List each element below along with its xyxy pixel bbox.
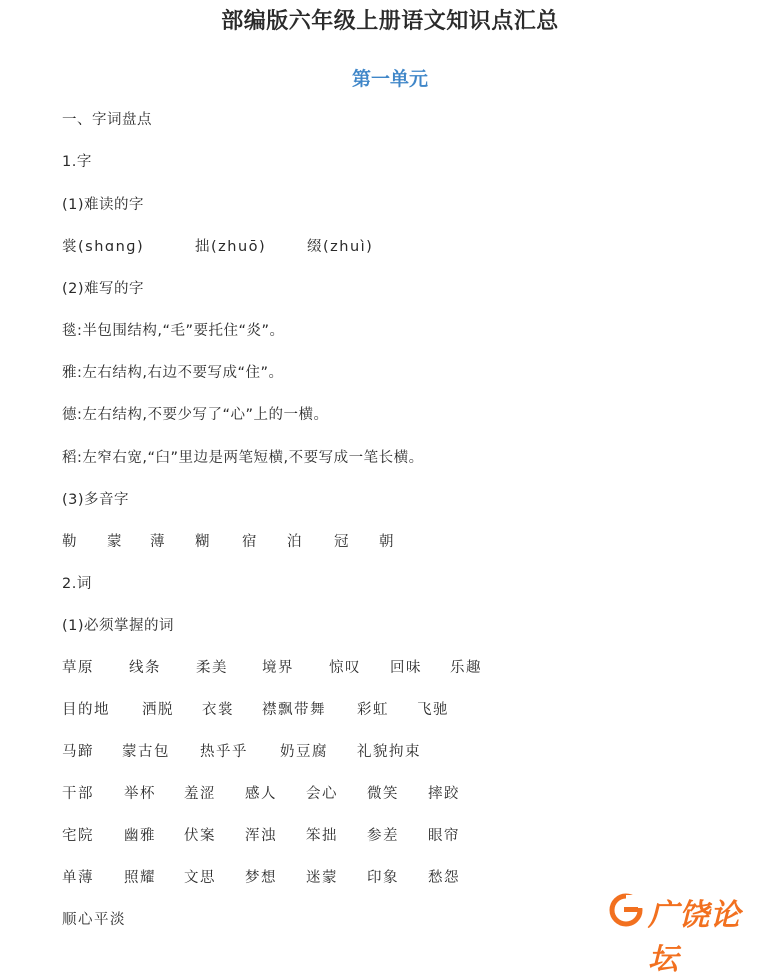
unit-heading: 第一单元 [351,68,428,90]
vocab-word: 迷蒙 [306,870,338,886]
vocab-word: 马蹄 [62,744,94,760]
page-title: 部编版六年级上册语文知识点汇总 [221,9,559,34]
polyphone-char: 朝 [379,534,395,550]
hard-write-item: 稻:左窄右宽,“臼”里边是两笔短横,不要写成一笔长横。 [62,450,424,466]
vocab-word: 线条 [129,660,161,676]
hard-read-item: 拙(zhuō) [195,239,267,255]
vocab-word: 乐趣 [450,660,482,676]
vocab-word: 顺心平淡 [62,912,126,928]
vocab-word: 举杯 [124,786,156,802]
vocab-word: 草原 [62,660,94,676]
hard-write-item: 德:左右结构,不要少写了“心”上的一横。 [62,407,329,423]
vocab-word: 蒙古包 [122,744,170,760]
polyphone-char: 糊 [195,534,211,550]
subsection-characters: 1.字 [62,154,92,170]
hard-read-heading: (1)难读的字 [62,197,145,213]
section-heading: 一、字词盘点 [62,112,152,128]
vocab-word: 伏案 [184,828,216,844]
vocab-word: 礼貌拘束 [357,744,421,760]
vocab-word: 热乎乎 [200,744,248,760]
polyphone-char: 蒙 [107,534,123,550]
polyphone-char: 勒 [62,534,78,550]
vocab-word: 目的地 [62,702,110,718]
hard-write-item: 毯:半包围结构,“毛”要托住“炎”。 [62,323,285,339]
vocab-word: 印象 [367,870,399,886]
hard-read-item: 裳(shɑnɡ) [62,239,145,255]
vocab-word: 愁怨 [428,870,460,886]
vocab-word: 照耀 [124,870,156,886]
vocab-word: 感人 [245,786,277,802]
vocab-word: 彩虹 [357,702,389,718]
polyphone-char: 薄 [150,534,166,550]
vocab-word: 宅院 [62,828,94,844]
vocab-word: 襟飘带舞 [262,702,326,718]
hard-read-item: 缀(zhuì) [307,239,374,255]
must-words-heading: (1)必须掌握的词 [62,618,175,634]
vocab-word: 干部 [62,786,94,802]
vocab-word: 笨拙 [306,828,338,844]
vocab-word: 微笑 [367,786,399,802]
vocab-word: 衣裳 [202,702,234,718]
watermark-text: 广饶论坛 [648,898,741,977]
vocab-word: 奶豆腐 [280,744,328,760]
vocab-word: 飞驰 [417,702,449,718]
polyphone-char: 泊 [287,534,303,550]
vocab-word: 眼帘 [428,828,460,844]
polyphone-heading: (3)多音字 [62,492,130,508]
vocab-word: 回味 [390,660,422,676]
vocab-word: 会心 [306,786,338,802]
vocab-word: 参差 [367,828,399,844]
vocab-word: 梦想 [245,870,277,886]
vocab-word: 摔跤 [428,786,460,802]
polyphone-char: 宿 [242,534,258,550]
vocab-word: 境界 [262,660,294,676]
vocab-word: 浑浊 [245,828,277,844]
forum-watermark [606,886,766,977]
subsection-words: 2.词 [62,576,92,592]
vocab-word: 文思 [184,870,216,886]
vocab-word: 洒脱 [142,702,174,718]
polyphone-char: 冠 [334,534,350,550]
hard-write-item: 雅:左右结构,右边不要写成“住”。 [62,365,284,381]
vocab-word: 羞涩 [184,786,216,802]
vocab-word: 幽雅 [124,828,156,844]
hard-write-heading: (2)难写的字 [62,281,145,297]
vocab-word: 单薄 [62,870,94,886]
vocab-word: 惊叹 [329,660,361,676]
vocab-word: 柔美 [196,660,228,676]
